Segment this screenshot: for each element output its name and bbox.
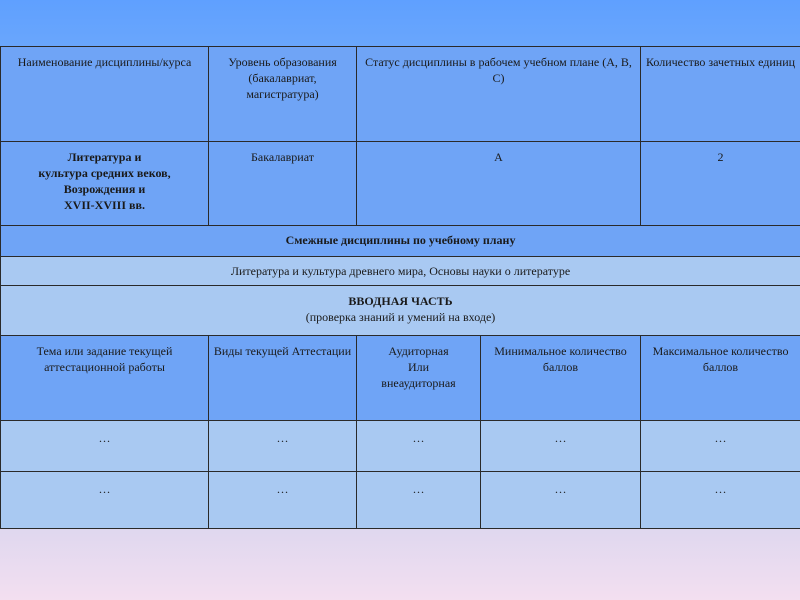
- header-min-score: Минимальное количество баллов: [481, 336, 641, 421]
- intro-section: [1, 286, 800, 336]
- header-education-level: Уровень образования (бакалавриат, магистратура): [209, 47, 357, 142]
- course-table: [0, 46, 800, 529]
- course-status: А: [357, 142, 641, 226]
- table-cell: …: [641, 421, 800, 472]
- classroom-type-line: Аудиторная: [388, 344, 449, 358]
- intro-subtitle: (проверка знаний и умений на входе): [305, 310, 496, 324]
- related-list-row: [1, 257, 800, 286]
- intro-title: ВВОДНАЯ ЧАСТЬ: [348, 294, 453, 308]
- header-credits: Количество зачетных единиц: [641, 47, 800, 142]
- intro-row: [1, 286, 800, 336]
- course-name: [1, 142, 209, 226]
- course-name-line: Литература и: [67, 150, 142, 164]
- course-level: Бакалавриат: [209, 142, 357, 226]
- table-cell: …: [1, 421, 209, 472]
- course-credits: 2: [641, 142, 800, 226]
- header-max-score: Максимальное количество баллов: [641, 336, 800, 421]
- header-classroom-type: [357, 336, 481, 421]
- course-name-line: XVII-XVIII вв.: [64, 198, 145, 212]
- course-name-line: Возрождения и: [63, 182, 146, 196]
- related-heading: Смежные дисциплины по учебному плану: [1, 226, 800, 257]
- table-cell: …: [641, 472, 800, 529]
- table-cell: …: [357, 421, 481, 472]
- classroom-type-line: Или: [407, 360, 430, 374]
- assessment-header-row: [1, 336, 800, 421]
- header-discipline-status: Статус дисциплины в рабочем учебном плане (А, В, С): [357, 47, 641, 142]
- table-header-row: [1, 47, 800, 142]
- header-discipline-name: Наименование дисциплины/курса: [1, 47, 209, 142]
- table-cell: …: [209, 421, 357, 472]
- related-disciplines: Литература и культура древнего мира, Основы науки о литературе: [1, 257, 800, 286]
- related-heading-row: [1, 226, 800, 257]
- table-cell: …: [481, 421, 641, 472]
- table-cell: …: [1, 472, 209, 529]
- table-row: [1, 421, 800, 472]
- course-name-line: культура средних веков,: [38, 166, 171, 180]
- classroom-type-line: внеаудиторная: [381, 376, 456, 390]
- header-topic: Тема или задание текущей аттестационной работы: [1, 336, 209, 421]
- table-cell: …: [209, 472, 357, 529]
- table-row: [1, 472, 800, 529]
- table-cell: …: [357, 472, 481, 529]
- table-cell: …: [481, 472, 641, 529]
- header-attestation-type: Виды текущей Аттестации: [209, 336, 357, 421]
- course-row: [1, 142, 800, 226]
